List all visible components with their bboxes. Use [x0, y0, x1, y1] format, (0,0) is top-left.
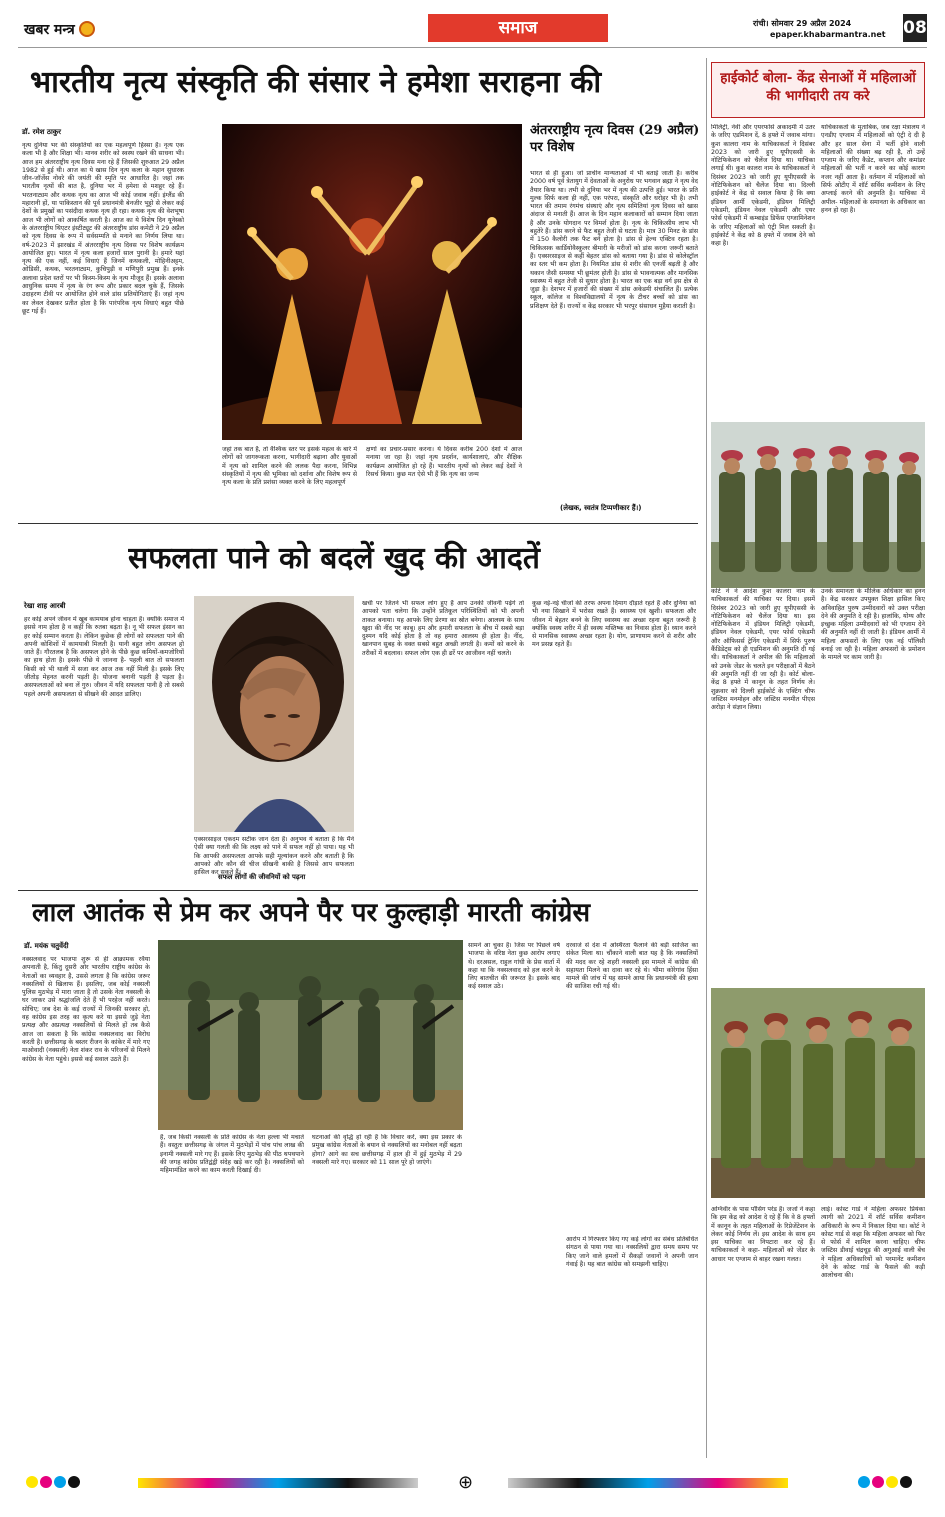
headline-naxal: लाल आतंक से प्रेम कर अपने पैर पर कुल्हाड़ी मारती कांग्रेस [32, 898, 591, 928]
women-soldiers-photo [711, 422, 925, 588]
color-strip-right [508, 1478, 788, 1488]
logo-emblem-icon [79, 21, 95, 37]
sidebar-highcourt [706, 58, 928, 1458]
soldiers-photo [158, 940, 463, 1130]
article-body-naxal-col1: नक्सलवाद पर भाजपा शुरू से ही आक्रामक रवैया अपनाती है, किंतु दूसरी ओर भारतीय राष्ट्रीय कांग्रेस के नेताओं का व्यवहार है, उससे लगता है कि कांग्रेस जरूर नक्सलियों से खिलाफ हैं। इसलिए, जब कोई नक्सली पुलिस मुठभेड़ में मारा जाता है तो उसके नेता नक्सली के घर जाकर उसे श्रद्धांजलि देते हैं भी परहेज नहीं करते। सोचिए; जब देश के कई राज्यों में जिनकी सरकार हो, वह कांग्रेस इस तरह का कृत्य करे या इससे जुड़े नेता प्रत्यक्ष और अप्रत्यक्ष नक्सलियों से मिलते हों तब कैसे आज जा सकता है कि कांग्रेस नक्सलवाद का विरोध करती है। छत्तीसगढ़ के बस्तर रीजन के कांकेर में मारे गए माओवादी (नक्सली) नेता शंकर राव के परिजनों से मिलने कांग्रेस के नेता पहुंचे। इससे कई सवाल उठते हैं। [22, 956, 150, 1063]
divider [18, 523, 698, 524]
section-label: समाज [428, 14, 608, 42]
sidebar-body-col2: याचिकाकर्ता के मुताबिक, जब रक्षा मंत्रालय ने एनडीए एग्जाम में महिलाओं को एंट्री दे दी है और हर साल सेना में भर्ती होने वाली महिलाओं की संख्या बढ़ रही है, तो उन्हें एग्जाम के जरिए कैडेट, कप्तान और कमांडर महिलाओं की भर्ती न करने का कोई कारण नजर नहीं आता है। वर्तमान में महिलाओं को सिर्फ ओटीए में शॉर्ट सर्विस कमीशन के लिए अप्लाई करने की अनुमति है। याचिका में अपील- महिलाओं के समानता के अधिकार का हनन हो रहा है। [821, 124, 925, 214]
logo-text: खबर मन्त्र [24, 21, 75, 38]
sidebar-body-col6: लाई। कोस्ट गार्ड ने महिला अफसर प्रियंका त्यागी को 2021 में शॉर्ट सर्विस कमीशन अधिकारी के रूप में निकाल दिया था। कोर्ट ने कोस्ट गार्ड से कहा कि महिला अफसर को फिर से फोर्स में शामिल करना चाहिए। चीफ जस्टिस डीवाई चंद्रचूड़ की अगुआई वाली बेंच ने महिला अधिकारियों को परमानेंट कमीशन देने के कोस्ट गार्ड के फैसले की कड़ी आलोचना की। [821, 1206, 925, 1280]
article-body-dance-col4: भारत से ही हुआ। जो प्राचीन मान्यताओं में भी बताई जाती है। करीब 2000 वर्ष पूर्व त्रेतायुग में देवताओं के अनुरोध पर भगवान ब्रह्मा ने नृत्य वेद तैयार किया था। तभी से दुनिया भर में नृत्य की उत्पत्ति हुई। भारत के प्रति मुल्क सिर्फ कला ही नहीं, एक परंपरा, संस्कृति और धरोहर भी है। तभी भारत की तमाम रंगमंच संस्थाएं और नृत्य समितियां नृत्य दिवस को खास अंदाज से मनाती हैं। आज के दिन महान कलाकारों को सम्मान दिया जाता है और उनके योगदान पर विमर्श होता है। नृत्य के चिकित्सीय लाभ भी बहुतेरे हैं। डांस करने से फैट बहुत तेजी से घटता है। मात्र 30 मिनट के डांस में 150 कैलोरी तक फैट बर्न होता है। डांस से हेल्थ एक्टिव रहता है। चिकित्सक कार्डियोवैस्कुलर बीमारी के मरीजों को डांस करना जरूरी बताते हैं। एक्सरसाइज से कहीं बेहतर डांस को बताया गया है। डांस से कोलेस्ट्रॉल का स्तर भी कम होता है। नियमित डांस से शरीर की एनर्जी बढ़ती है और थकान जैसी समस्या भी छूमंतर होती है। डांस से भावनात्मक और मानसिक स्वास्थ्य में बहुत तेजी से सुधार होता है। भारत का एक बड़ा वर्ग इस क्षेत्र से जुड़ा है। देशभर में हजारों की संख्या में डांस अकेडमी संचालित हैं। प्रत्येक स्कूल, कॉलेज व विश्वविद्यालयों में नृत्य के टीचर बच्चों को डांस का प्रशिक्षण देते हैं। राज्यों व केंद्र सरकार भी भरपूर संसाधन मुहैया कराती है। [530, 170, 698, 310]
dance-photo [222, 124, 522, 440]
divider [18, 890, 698, 891]
caption-success: सफल लोगों की जीवनियों को पढ़ना [218, 873, 306, 881]
dateline: रांची। सोमवार 29 अप्रैल 2024 [753, 19, 852, 28]
sidebar-headline-box [711, 62, 925, 118]
page-number: 08 [903, 14, 927, 42]
article-body-success-col1: हर कोई अपने जीवन में खूब कामयाब होना चाहता है। क्योंकि समाज में इससे नाम होता है व कहीं कि रुतबा बढ़ता है। नू भी सफल इंसान का हर कोई सम्मान करता है। लेकिन कुछेक ही लोगों को सफलता पाने की अपनी कोशिशों में कामयाबी मिलती है। यानी बहुत लोग असफल हो जाते हैं। गौरतलब है कि असफल होने के पीछे कुछ कमियों-कमजोरियों का हाथ होता है। इसके पीछे ये जानना है- पहली बात तो सफलता किसी को भी थाली में सजा कर आज तक नहीं मिली है। इसके लिए जीतोड़ मेहनत करनी पड़ती है। योजना बनानी पड़ती है पड़ता है। असफलताओं को बना लें गुरु। जीवन में यदि सफलता पानी है तो सबसे पहले अपनी असफलता से सीखने की आदत डालिए। [24, 616, 184, 698]
logo [24, 18, 95, 40]
article-body-naxal-col4: सामने आ चुका है। जिस पर पिछले वर्ष भाजपा के वरिष्ठ नेता कुछ आरोप लगाए थे। दरअसल, राहुल गांधी के प्रेस वार्ता में कहा था कि नक्सलवाद को हल करने के लिए बातचीत की जरूरत है। इसके बाद कई सवाल उठे। [468, 942, 560, 991]
color-strip-left [138, 1478, 418, 1488]
registration-dots-right [858, 1476, 912, 1488]
woman-photo [194, 596, 354, 832]
headline-highcourt: हाईकोर्ट बोला- केंद्र सेनाओं में महिलाओं की भागीदारी तय करे [720, 70, 916, 104]
masthead [18, 12, 927, 48]
sidebar-body-col5: अग्निवीर के पास पॉसिंग परेड है। जजों ने कहा कि हम केंद्र को आदेश दे रहे हैं कि वे 8 हफ्तों में कानून के तहत महिलाओं के रिप्रेजेंटेशन के लेकर कोई निर्णय लें। इस आदेश के साथ हम इस याचिका का निपटारा कर रहे हैं। याचिकाकर्ता ने कहा- महिलाओं को जेंडर के आधार पर एग्जाम से बाहर रखना गलत। [711, 1206, 815, 1263]
article-body-naxal-col6: आरोप में गिरफ्तार किए गए कई लोगों का संबंध प्रतिबंधित संगठन से पाया गया था। नक्सलियों द्वारा समय समय पर किए जाने वाले हमलों में सैकड़ों जवानों ने अपनी जान गंवाई है। यह बात कांग्रेस को समझनी चाहिए। [566, 1236, 698, 1268]
crosshair-icon: ⊕ [458, 1472, 474, 1493]
signoff-dance: (लेखक, स्वतंत्र टिप्पणीकार हैं।) [560, 504, 642, 512]
article-body-naxal-col5: दरवाजे से देश में अस्थिरता फैलाने की बड़ी साजिश का संकेत मिला था। चौंकाने वाली बात यह है कि नक्सलियों की मदद कर रहे शहरी नक्सली इस मामले में कांग्रेस की सहायता मिलने का दावा कर रहे थे। भीमा कोरेगांव हिंसा मामले की जांच में यह सामने आया कि प्रधानमंत्री की हत्या की साजिश रची गई थी। [566, 942, 698, 991]
headline-success: सफलता पाने को बदलें खुद की आदतें [128, 541, 540, 576]
article-body-success-col3: खर्ची पर जितने भी सफल लोग हुए हैं आप उनकी जीवनी पढ़ेंगे तो आपको पता चलेगा कि उन्होंने प्रतिकूल परिस्थितियों को भी अपनी ताकत बनाया। यह आपके लिए प्रेरणा का स्रोत बनेगा। आलस्य के साथ खुदा की नींद पर काबू। हम और हमारी सफलता के बीच में सबसे बड़ा दुश्मन यदि कोई होता है तो वह हमारा आलस्य ही होता है। नींद, खानपान सुबह के वक्त सबसे बहुत अच्छी लगती है। कमों को करने के तरीकों में बदलाव। सफल लोग एक ही ढर्रे पर आजीवन नहीं चलते। [362, 600, 524, 657]
article-body-dance-col3: क्षणों का प्रचार-प्रसार करना। ये दिवस करीब 200 देशों में आज मनाया जा रहा है। जहां नृत्य प्रदर्शन, कार्यशालाएं, और शैक्षिक कार्यक्रम आयोजित हो रहे हैं। भारतीय नृत्यों को लेकर कई देशों ने रिसर्च किया। कुछ मत ऐसे भी हैं कि नृत्य का जन्म [366, 446, 522, 478]
article-body-naxal-col2: है, जब किसी नक्सली के प्रति कांग्रेस के नेता हल्ला भी मचाते हैं। वस्तुतः छत्तीसगढ़ के जंगल में मुठभेड़ों में पांच पांच लाख की इनामी नक्सली मारे गए हैं। इसके लिए मुठभेड़ की पीठ थपथपाने की जगह कांग्रेस प्रतिद्वंद्वी संदेह खड़े कर रही है। नक्सलियों को महिमामंडित करने का काम करती दिखाई दी। [160, 1134, 304, 1175]
article-body-success-col4: कुछ नई-नई चीजों की तरफ अपना दिमाग दौड़ाते रहते हैं और दुनिया को भी नया सिखाने में भरोसा रखते हैं। स्वास्थ्य एवं खुशी। सफलता और जीवन में बेहतर बनने के लिए स्वास्थ्य का अच्छा रहना बहुत जरूरी है क्योंकि स्वस्थ शरीर में ही स्वस्थ मस्तिष्क का निवास होता है। ध्यान करने से मानसिक स्वास्थ्य अच्छा रहता है। योग, प्राणायाम करने से शरीर और मन प्रसन्न रहते हैं। [532, 600, 696, 649]
kicker-dance: अंतरराष्ट्रीय नृत्य दिवस (29 अप्रैल) पर विशेष [530, 123, 700, 155]
article-body-dance-col1: नृत्य दुनिया भर की संस्कृतियों का एक महत्वपूर्ण हिस्सा है। नृत्य एक कला भी है और शिक्षा भी। मानव शरीर को स्वस्थ रखने की साधना भी। आज हम अंतरराष्ट्रीय नृत्य दिवस मना रहे हैं जिसकी शुरुआत 29 अप्रैल 1982 से हुई थी। आज का ये खास दिन नृत्य कला के महान सुधारक जीन-जॉर्जेस नोवरे की जयंती की स्मृति पर आधारित है। जहां तक भारतीय नृत्यों की बात है, दुनिया भर में हमेशा से मशहूर रहे हैं। भरतनाट्यम और कथक नृत्य का आज भी कोई जवाब नहीं। इंग्लैंड की महारानी हों, या पाकिस्तान की पूर्व प्रधानमंत्री बेनजीर भुट्टो से लेकर कई देशों के प्रमुखों का पसंदीदा कथक नृत्य ही रहा। कथक नृत्य की वेशभूषा आज भी लोगों को आकर्षित करती है। आज का ये विशेष दिन यूनेस्को के अंतरराष्ट्रीय थिएटर इंस्टीट्यूट की अंतरराष्ट्रीय डांस कमेटी ने 29 अप्रैल को नृत्य दिवस के रूप में सर्वसम्मति से मनाने का निर्णय लिया था। वर्ष-2023 में झारखंड में अंतरराष्ट्रीय नृत्य दिवस पर विशेष कार्यक्रम आयोजित हुए। भारत में नृत्य कला हजारों साल पुरानी है। हमारे यहां नृत्य की एक नहीं, कई विधाएं हैं जिनमें कथकली, मोहिनीअट्टम, ओडिसी, कथक, भरतनाट्यम, कुचिपुड़ी व मणिपुरी प्रमुख हैं। इनके अलावा प्रदेश स्तरों पर भी किस्म-किस्म के नृत्य मौजूद हैं। इसके अलावा आधुनिक समय में नृत्य के रंग रूप और प्रकार बदल चुके हैं, जिसके उदाहरण टीवी पर आयोजित होने वाले डांस प्रतियोगिताएं हैं। जहां नृत्य का लेवल देखकर प्रतीत होता है कि पारंपरिक नृत्य विधाएं बहुत पीछे छूट गई हैं। [22, 142, 184, 315]
sidebar-body-col1: मिलिट्री, नेवी और एयरफोर्स अकादमी में उतर के जरिए एडमिशन दें, 8 हफ्ते में जवाब मांगा। कुश कालरा नाम के याचिकाकर्ता ने दिसंबर 2023 को जारी हुए यूपीएससी के नोटिफिकेशन को चैलेंज दिया था। याचिका लगाई थी। कुश कालरा नाम के याचिकाकर्ता ने दिसंबर 2023 को जारी हुए यूपीएससी के नोटिफिकेशन को चैलेंज दिया था। दिल्ली हाईकोर्ट ने केंद्र से सवाल किया है कि क्या इंडियन आर्मी एकेडमी, इंडियन मिलिट्री एकेडमी, इंडियन नेवल एकेडमी और एयर फोर्स एकेडमी में कम्बाइंड डिफेंस एग्जामिनेशन के जरिए महिलाओं को एंट्री मिल सकती है। हाईकोर्ट ने केंद्र को 8 हफ्ते में जवाब देने को कहा है। [711, 124, 815, 248]
byline-success: रेखा शाह आरबी [24, 602, 66, 610]
headline-dance: भारतीय नृत्य संस्कृति की संसार ने हमेशा सराहना की [30, 65, 602, 100]
article-body-success-col2: एक्सरसाइज एकदम सटीक जान देता है। अनुभव ये बताता है कि मैंने ऐसी क्या गलती की कि लक्ष्य को पाने में सफल नहीं हो पाया। यह भी कि आपकी असफलता आपके सही मूल्यांकन करने और बताती है कि आपको और कौन सी चीज सीखनी बाकी है जिससे आप सफलता हासिल कर सकते हैं। [194, 836, 354, 877]
article-body-dance-col2: जहां तक बात है, तो वैश्विक स्तर पर इसके महत्व के बारे में लोगों को जागरूकता करना, भागीदारी बढ़ाना और युवाओं में नृत्य को शामिल करने की ललक पैदा करना, विभिन्न संस्कृतियों में नृत्य की भूमिका को दर्शाना और विशेष रूप से नृत्य कला के प्रति प्रशंसा व्यक्त करने के लिए महत्वपूर्ण [222, 446, 357, 487]
registration-dots-left [26, 1476, 80, 1488]
byline-naxal: डॉ. मयंक चतुर्वेदी [24, 942, 69, 950]
sidebar-body-col3: कोर्ट ने ने आदेश कुश कालरा नाम के याचिकाकर्ता की याचिका पर दिया। इसमें दिसंबर 2023 को जारी हुए यूपीएससी के नोटिफिकेशन को चैलेंज दिया था। इस नोटिफिकेशन में इंडियन मिलिट्री एकेडमी, इंडियन नेवल एकेडमी, एयर फोर्स एकेडमी और ऑफिसर्स ट्रेनिंग एकेडमी में सिर्फ पुरुष कैंडिडेट्स को ही एडमिशन की अनुमति दी गई थी। याचिकाकर्ता ने अपील की कि महिलाओं को उनके जेंडर के चलते इन परीक्षाओं में बैठने की अनुमति नहीं दी जा रही है। कोर्ट बोला- केंद्र 8 हफ्ते में कानून के तहत निर्णय ले। शुक्रवार को दिल्ली हाईकोर्ट के एक्टिंग चीफ जस्टिस मनमोहन और जस्टिस मनमीत पीएस अरोड़ा ने संज्ञान लिया। [711, 588, 815, 712]
epaper-url[interactable]: epaper.khabarmantra.net [770, 30, 886, 39]
parade-photo [711, 988, 925, 1198]
byline-dance: डॉ. रमेश ठाकुर [22, 128, 62, 136]
article-body-naxal-col3: घटनाओं की वृद्धि हो रही है कि विचार करें, क्या इस प्रकार के प्रमुख कांग्रेस नेताओं के बयान से नक्सलियों का मनोबल नहीं बढ़ता होगा? आगे का सच छत्तीसगढ़ में हाल ही में हुई मुठभेड़ में 29 नक्सली मारे गए। सरकार को 11 साल पूरे हो जाएंगे। [312, 1134, 462, 1166]
sidebar-body-col4: उनके समानता के मौलिक अधिकार का हनन है। केंद्र सरकार उपयुक्त शिक्षा हासिल किए अविवाहित पुरुष उम्मीदवारों को उक्त परीक्षा देने की अनुमति दे रही है। हालांकि, योग्य और इच्छुक महिला उम्मीदवारों को भी एग्जाम देने की अनुमति नहीं दी जाती है। इंडियन आर्मी में महिला अफसरों के लिए एक नई पॉलिसी बनाई जा रही है। महिला अफसरों के प्रमोशन के मामले पर काम जारी है। [821, 588, 925, 662]
footer-color-bar [18, 1470, 927, 1496]
